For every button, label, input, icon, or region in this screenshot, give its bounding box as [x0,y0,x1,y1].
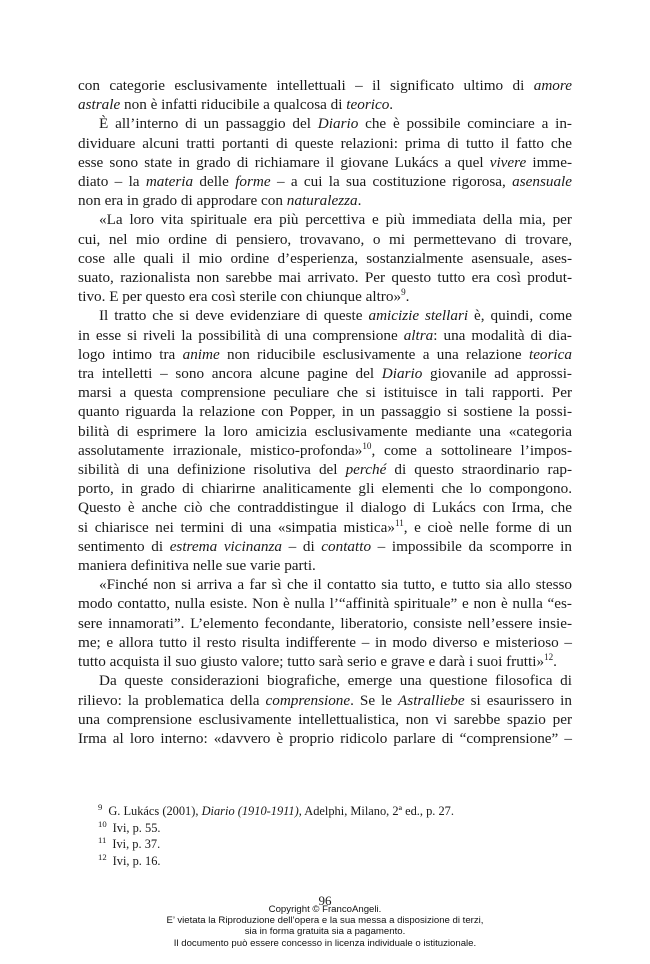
text-run: Da queste considerazioni biografiche, emerge una questione filosofica di [99,672,572,690]
text-run: giovanile ad approssi- [422,365,572,383]
text-run: – di [282,537,322,555]
text-run: . Se le [350,691,398,709]
italic-term: Astralliebe [398,691,465,709]
main-text [78,76,572,748]
italic-term: perché [345,461,387,479]
text-run: non è infatti riducibile a qualcosa di [120,96,347,114]
text-line [78,153,572,172]
text-line [78,114,572,133]
text-line [78,729,572,748]
italic-term: altra [403,326,434,344]
text-run: Il tratto che si deve evidenziare di queste [99,307,369,325]
footnote-ref: 11 [394,517,404,528]
text-run: : una modalità di dia- [433,326,572,344]
footnote [98,853,572,870]
text-line [78,556,572,575]
text-run: tra intelletti – sono ancora alcune pagine del [78,365,382,383]
text-run: sentimento di [78,537,170,555]
text-line [78,249,572,268]
text-line [78,268,572,287]
footnote-number: 12 [98,851,107,862]
text-run: Irma al loro interno: «davvero è proprio ridicolo parlare di “comprensione” – [78,729,572,747]
italic-term: amore [533,77,572,94]
text-line [78,614,572,633]
text-run: cose alle quali il mio ordine d’esperienza, sostanzialmente asensuale, ases- [78,249,572,267]
text-line [78,76,572,95]
italic-term: comprensione [265,691,351,709]
text-line [78,364,572,383]
italic-term: Diario [381,365,423,383]
footnote-ref: 12 [544,652,554,663]
text-line [78,95,572,114]
italic-term: materia [145,173,194,191]
italic-term: teorica [528,345,572,363]
text-run: esse sono state in grado di richiamare il giovane Lukács a quel [78,153,490,171]
italic-term: Diario [317,115,359,133]
footnote-title: Diario (1910-1911) [201,804,299,818]
footnote-text: Ivi, p. 55. [112,820,161,835]
text-run: . [357,192,362,210]
text-run: sibilità di una definizione risolutiva del [78,461,346,479]
text-line [78,691,572,710]
text-run: cui, nel mio ordine di pensiero, trovavano, o mi permettevano di trovare, [78,230,572,248]
text-run: me; e allora tutto il resto risulta indifferente – in modo diverso e misterioso – [78,633,572,651]
text-line [78,287,572,306]
text-run: rilievo: la problematica della [78,691,266,709]
text-line [78,402,572,421]
text-run: quanto riguarda la relazione con Popper, in un passaggio si sostiene la possi- [78,403,572,421]
italic-term: vivere [489,153,527,171]
copyright-line: E’ vietata la Riproduzione dell’opera e la sua messa a disposizione di terzi, [166,915,484,927]
page-number: 96 [318,893,332,908]
footnote [98,836,572,853]
text-line [78,210,572,229]
text-run: porto, in grado di chiarirne analiticamente gli elementi che lo compongono. [78,480,572,498]
text-line [78,575,572,594]
text-line [78,537,572,556]
copyright-line: Copyright © FrancoAngeli. [268,904,382,915]
text-run: modo contatto, nulla esiste. Non è nulla l’“affinità spirituale” e non è nulla “es- [78,595,572,613]
italic-term: asensuale [512,173,573,191]
text-run: . [405,288,410,306]
text-line [78,345,572,364]
italic-term: forme [235,173,271,191]
copyright-line: sia in forma gratuita sia a pagamento. [244,926,406,938]
text-run: che è possibile cominciare a in- [358,115,572,133]
text-run: Questo è anche ciò che contraddistingue il dialogo di Lukács con Irma, che [78,499,572,517]
text-line [78,383,572,402]
text-run: dividuare alcuni tratti portanti di queste relazioni: prima di tutto il fatto che [78,134,572,152]
text-line [78,652,572,671]
text-line [78,633,572,652]
text-run: – impossibile da scomporre in [371,537,572,555]
text-run: tivo. E per questo era così sterile con chiunque altro» [78,288,402,306]
italic-term: naturalezza [286,192,358,210]
text-run: si esaurissero in [464,691,572,709]
text-run: logo intimo tra [78,345,183,363]
text-run: delle [193,173,236,191]
text-run: «La loro vita spirituale era più percettiva e più immediata della mia, per [99,211,572,229]
italic-term: contatto [321,537,372,555]
copyright-line: Il documento può essere concesso in licenza individuale o istituzionale. [173,937,477,949]
footnote-text: Ivi, p. 37. [112,837,161,852]
text-line [78,441,572,460]
footnote [98,803,572,820]
text-run: , come a sottolineare l’impos- [371,441,573,459]
footnote-text: G. Lukács (2001), [108,804,202,818]
footnote-number: 11 [98,835,107,846]
text-line [78,191,572,210]
footnote-ref: 10 [362,440,372,451]
text-line [78,422,572,441]
copyright-notice [0,904,650,949]
italic-term: anime [182,345,220,363]
text-run: . [389,96,394,114]
italic-term: astrale [78,96,121,114]
footnote-text: Ivi, p. 16. [112,854,161,869]
text-line [78,518,572,537]
footnote-ref: 9 [401,287,406,298]
italic-term: teorico [346,96,390,114]
text-run: marsi a questa comprensione peculiare che si istituisce in tali rapporti. Per [78,384,572,402]
text-line [78,306,572,325]
text-run: con categorie esclusivamente intellettuali – il significato ultimo di [78,77,534,94]
text-run: in esse si riveli la possibilità di una comprensione [78,326,404,344]
italic-term: estrema vicinanza [169,537,283,555]
text-run: non era in grado di approdare con [78,192,287,210]
text-line [78,134,572,153]
text-run: , e cioè nelle forme di un [403,518,572,536]
text-run: imme- [526,153,573,171]
text-line [78,230,572,249]
text-run: diato – la [78,173,146,191]
footnote-number: 9 [98,801,103,812]
text-run: assolutamente irrazionale, mistico-profonda» [78,441,363,459]
text-line [78,498,572,517]
text-run: – a cui la sua costituzione rigorosa, [270,173,513,191]
text-line [78,671,572,690]
text-run: di questo straordinario rap- [386,461,572,479]
footnote-number: 10 [98,818,107,829]
italic-term: amicizie stellari [368,307,469,325]
text-line [78,326,572,345]
text-run: una comprensione esclusivamente intellettualistica, non vi sarebbe spazio per [78,710,572,728]
text-run: maniera definitiva nelle sue varie parti. [78,557,316,575]
text-run: non riducibile esclusivamente a una relazione [219,345,529,363]
text-line [78,479,572,498]
footnote-text: , Adelphi, Milano, 2ª ed., p. 27. [298,804,454,818]
text-run: sere innamorati”. L’elemento fecondante, liberatorio, consiste nell’essere insie- [78,614,572,632]
text-run: «Finché non si arriva a far sì che il contatto sia tutto, e tutto sia allo stesso [99,576,572,594]
text-run: si chiarisce nei termini di una «simpatia mistica» [78,518,395,536]
text-run: suato, razionalista non sarebbe mai arrivato. Per questo tutto era così produt- [78,269,572,287]
text-line [78,594,572,613]
text-run: È all’interno di un passaggio del [99,115,318,133]
footnote [98,820,572,837]
text-run: . [553,653,557,671]
text-line [78,460,572,479]
text-line [78,172,572,191]
text-run: tutto acquista il suo giusto valore; tutto sarà serio e grave e darà i suoi frutti» [78,653,545,671]
footnotes [98,803,572,870]
text-run: è, quindi, come [468,307,572,325]
text-line [78,710,572,729]
text-run: bilità di esprimere la loro amicizia esclusivamente mediante una «categoria [78,422,572,440]
